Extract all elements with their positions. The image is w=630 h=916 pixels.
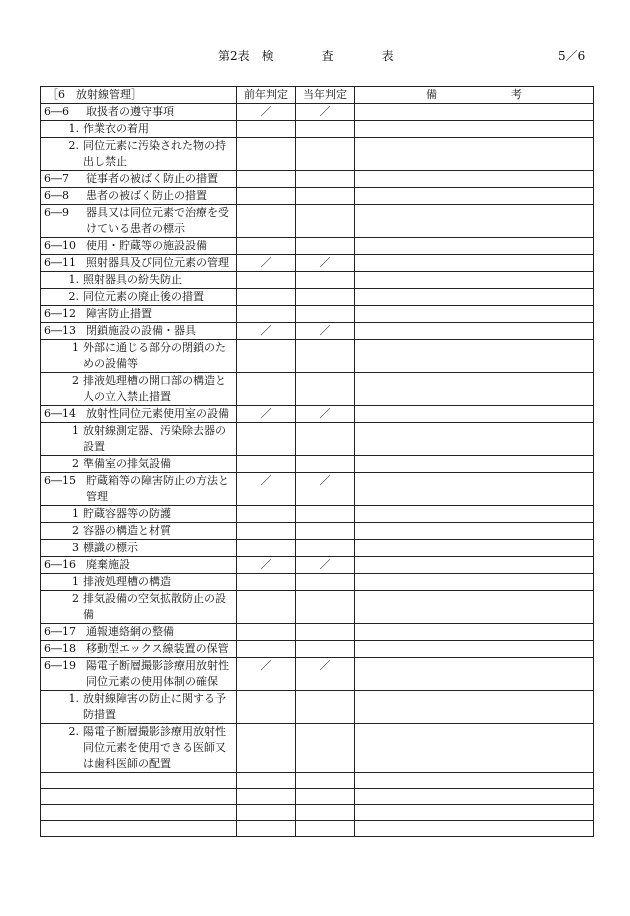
- item-cell: [41, 540, 237, 557]
- empty-cell: [41, 821, 237, 837]
- item-number: 1: [72, 507, 79, 520]
- empty-cell: [41, 789, 237, 805]
- sub-item: [41, 138, 236, 170]
- sub-item: [41, 423, 236, 455]
- remarks-cell: [355, 121, 594, 138]
- remarks-cell: [355, 591, 594, 624]
- item-text: 照射器具の紛失防止: [83, 273, 182, 286]
- item-cell: [41, 506, 237, 523]
- curr-judgment-cell: [296, 138, 355, 171]
- item-number: 1.: [68, 692, 79, 705]
- item-text: 標識の標示: [83, 541, 138, 554]
- remarks-cell: [355, 323, 594, 340]
- remarks-cell: [355, 138, 594, 171]
- main-item: [41, 205, 236, 237]
- item-text: 作業衣の着用: [83, 122, 149, 135]
- table-row: [41, 406, 594, 423]
- prev-judgment-cell: [237, 658, 296, 691]
- item-number: 6―10: [44, 239, 76, 252]
- item-number: 6―12: [44, 307, 76, 320]
- slash-mark: ／: [260, 105, 272, 118]
- curr-judgment-cell: [296, 456, 355, 473]
- remarks-cell: [355, 255, 594, 272]
- curr-judgment-cell: [296, 658, 355, 691]
- curr-judgment-label: 当年判定: [303, 88, 347, 101]
- item-cell: [41, 423, 237, 456]
- item-cell: [41, 658, 237, 691]
- curr-judgment-cell: [296, 691, 355, 724]
- slash-mark: ／: [319, 105, 331, 118]
- prev-judgment-cell: [237, 238, 296, 255]
- prev-judgment-cell: [237, 188, 296, 205]
- item-cell: [41, 340, 237, 373]
- prev-judgment-cell: [237, 691, 296, 724]
- curr-judgment-cell: [296, 306, 355, 323]
- sub-item: [41, 272, 236, 288]
- empty-row: [41, 821, 594, 837]
- table-row: [41, 323, 594, 340]
- empty-cell: [355, 805, 594, 821]
- empty-cell: [41, 773, 237, 789]
- prev-judgment-cell: [237, 255, 296, 272]
- table-row: [41, 540, 594, 557]
- table-row: [41, 506, 594, 523]
- document-title: 第2表 検 査 表: [218, 49, 394, 63]
- item-number: 6―19: [44, 659, 76, 672]
- table-row: [41, 624, 594, 641]
- prev-judgment-cell: [237, 272, 296, 289]
- prev-judgment-cell: [237, 340, 296, 373]
- item-cell: [41, 289, 237, 306]
- empty-cell: [296, 805, 355, 821]
- item-text: 排気設備の空気拡散防止の設備: [83, 592, 226, 621]
- empty-cell: [355, 821, 594, 837]
- slash-mark: ／: [260, 256, 272, 269]
- curr-judgment-cell: [296, 272, 355, 289]
- table-row: [41, 255, 594, 272]
- item-cell: [41, 691, 237, 724]
- remarks-cell: [355, 238, 594, 255]
- item-cell: [41, 373, 237, 406]
- empty-cell: [296, 821, 355, 837]
- curr-judgment-cell: [296, 724, 355, 773]
- item-text: 排液処理槽の開口部の構造と人の立入禁止措置: [83, 374, 226, 403]
- main-item: [41, 557, 236, 573]
- curr-judgment-cell: [296, 523, 355, 540]
- item-number: 1.: [68, 273, 79, 286]
- curr-judgment-header: [296, 87, 355, 104]
- table-row: [41, 238, 594, 255]
- item-text: 同位元素に汚染された物の持出し禁止: [83, 139, 226, 168]
- remarks-label-1: 備: [426, 88, 437, 101]
- prev-judgment-cell: [237, 574, 296, 591]
- item-number: 1: [72, 575, 79, 588]
- table-row: [41, 456, 594, 473]
- item-cell: [41, 724, 237, 773]
- item-text: 閉鎖施設の設備・器具: [86, 324, 196, 337]
- table-row: [41, 641, 594, 658]
- item-cell: [41, 523, 237, 540]
- curr-judgment-cell: [296, 238, 355, 255]
- table-row: [41, 272, 594, 289]
- item-text: 障害防止措置: [86, 307, 152, 320]
- remarks-cell: [355, 272, 594, 289]
- item-cell: [41, 406, 237, 423]
- curr-judgment-cell: [296, 423, 355, 456]
- remarks-cell: [355, 540, 594, 557]
- prev-judgment-cell: [237, 724, 296, 773]
- table-row: [41, 340, 594, 373]
- table-row: [41, 658, 594, 691]
- item-number: 2.: [68, 725, 79, 738]
- slash-mark: ／: [260, 659, 272, 672]
- item-number: 6―16: [44, 558, 76, 571]
- item-text: 容器の構造と材質: [83, 524, 171, 537]
- item-number: 6―18: [44, 642, 76, 655]
- slash-mark: ／: [260, 474, 272, 487]
- item-cell: [41, 171, 237, 188]
- prev-judgment-cell: [237, 540, 296, 557]
- sub-item: [41, 121, 236, 137]
- table-row: [41, 306, 594, 323]
- empty-cell: [355, 789, 594, 805]
- remarks-cell: [355, 423, 594, 456]
- remarks-cell: [355, 373, 594, 406]
- empty-cell: [296, 789, 355, 805]
- item-number: 6―14: [44, 407, 76, 420]
- item-cell: [41, 641, 237, 658]
- item-number: 3: [72, 541, 79, 554]
- curr-judgment-cell: [296, 406, 355, 423]
- section-label: ［6 放射線管理］: [47, 88, 142, 101]
- item-text: 取扱者の遵守事項: [86, 105, 174, 118]
- remarks-cell: [355, 289, 594, 306]
- item-cell: [41, 574, 237, 591]
- item-text: 放射線障害の防止に関する予防措置: [83, 692, 226, 721]
- curr-judgment-cell: [296, 104, 355, 121]
- item-number: 6―17: [44, 625, 76, 638]
- prev-judgment-cell: [237, 373, 296, 406]
- curr-judgment-cell: [296, 323, 355, 340]
- item-text: 準備室の排気設備: [83, 457, 171, 470]
- prev-judgment-header: [237, 87, 296, 104]
- table-row: [41, 557, 594, 574]
- prev-judgment-cell: [237, 473, 296, 506]
- prev-judgment-cell: [237, 138, 296, 171]
- item-text: 放射性同位元素使用室の設備: [86, 407, 229, 420]
- curr-judgment-cell: [296, 641, 355, 658]
- empty-cell: [237, 821, 296, 837]
- item-cell: [41, 306, 237, 323]
- item-text: 陽電子断層撮影診療用放射性同位元素の使用体制の確保: [86, 659, 229, 688]
- slash-mark: ／: [260, 407, 272, 420]
- curr-judgment-cell: [296, 591, 355, 624]
- item-cell: [41, 456, 237, 473]
- main-item: [41, 658, 236, 690]
- table-row: [41, 373, 594, 406]
- prev-judgment-cell: [237, 523, 296, 540]
- item-text: 照射器具及び同位元素の管理: [86, 256, 229, 269]
- item-number: 6―6: [44, 105, 69, 118]
- item-text: 同位元素の廃止後の措置: [83, 290, 204, 303]
- table-row: [41, 724, 594, 773]
- table-row: [41, 591, 594, 624]
- prev-judgment-cell: [237, 557, 296, 574]
- item-cell: [41, 557, 237, 574]
- sub-item: [41, 373, 236, 405]
- prev-judgment-cell: [237, 624, 296, 641]
- remarks-cell: [355, 506, 594, 523]
- prev-judgment-cell: [237, 506, 296, 523]
- table-row: [41, 171, 594, 188]
- curr-judgment-cell: [296, 540, 355, 557]
- sub-item: [41, 540, 236, 556]
- slash-mark: ／: [319, 558, 331, 571]
- item-number: 6―7: [44, 172, 69, 185]
- main-item: [41, 306, 236, 322]
- slash-mark: ／: [319, 474, 331, 487]
- table-row: [41, 691, 594, 724]
- table-header-row: [41, 87, 594, 104]
- item-text: 貯蔵箱等の障害防止の方法と管理: [86, 474, 229, 503]
- table-row: [41, 289, 594, 306]
- curr-judgment-cell: [296, 188, 355, 205]
- item-number: 2: [72, 524, 79, 537]
- item-cell: [41, 138, 237, 171]
- main-item: [41, 255, 236, 271]
- main-item: [41, 323, 236, 339]
- prev-judgment-cell: [237, 406, 296, 423]
- empty-cell: [296, 773, 355, 789]
- remarks-cell: [355, 523, 594, 540]
- prev-judgment-cell: [237, 306, 296, 323]
- curr-judgment-cell: [296, 506, 355, 523]
- item-number: 2: [72, 374, 79, 387]
- prev-judgment-cell: [237, 171, 296, 188]
- page-number: 5／6: [558, 49, 586, 63]
- table-row: [41, 423, 594, 456]
- prev-judgment-cell: [237, 205, 296, 238]
- sub-item: [41, 340, 236, 372]
- curr-judgment-cell: [296, 121, 355, 138]
- curr-judgment-cell: [296, 289, 355, 306]
- remarks-cell: [355, 340, 594, 373]
- item-number: 2.: [68, 139, 79, 152]
- item-number: 1.: [68, 122, 79, 135]
- item-number: 6―11: [44, 256, 76, 269]
- item-cell: [41, 121, 237, 138]
- remarks-cell: [355, 456, 594, 473]
- curr-judgment-cell: [296, 473, 355, 506]
- empty-row: [41, 805, 594, 821]
- slash-mark: ／: [319, 324, 331, 337]
- sub-item: [41, 506, 236, 522]
- curr-judgment-cell: [296, 340, 355, 373]
- item-text: 器具又は同位元素で治療を受けている患者の標示: [86, 206, 229, 235]
- item-cell: [41, 624, 237, 641]
- item-cell: [41, 323, 237, 340]
- curr-judgment-cell: [296, 255, 355, 272]
- remarks-cell: [355, 724, 594, 773]
- prev-judgment-cell: [237, 591, 296, 624]
- empty-row: [41, 773, 594, 789]
- item-cell: [41, 591, 237, 624]
- remarks-cell: [355, 306, 594, 323]
- table-row: [41, 104, 594, 121]
- table-row: [41, 138, 594, 171]
- remarks-label-2: 考: [511, 88, 522, 101]
- item-cell: [41, 255, 237, 272]
- item-number: 6―15: [44, 474, 76, 487]
- item-cell: [41, 473, 237, 506]
- curr-judgment-cell: [296, 373, 355, 406]
- item-number: 6―9: [44, 206, 69, 219]
- item-number: 2: [72, 457, 79, 470]
- item-cell: [41, 238, 237, 255]
- slash-mark: ／: [260, 324, 272, 337]
- table-row: [41, 523, 594, 540]
- sub-item: [41, 289, 236, 305]
- section-label-cell: [41, 87, 237, 104]
- slash-mark: ／: [260, 558, 272, 571]
- item-text: 放射線測定器、汚染除去器の設置: [83, 424, 226, 453]
- empty-cell: [237, 773, 296, 789]
- remarks-cell: [355, 171, 594, 188]
- sub-item: [41, 523, 236, 539]
- item-text: 移動型エックス線装置の保管: [86, 642, 229, 655]
- slash-mark: ／: [319, 659, 331, 672]
- item-text: 排液処理槽の構造: [83, 575, 171, 588]
- slash-mark: ／: [319, 407, 331, 420]
- table-row: [41, 121, 594, 138]
- item-text: 廃棄施設: [86, 558, 130, 571]
- sub-item: [41, 456, 236, 472]
- empty-cell: [355, 773, 594, 789]
- item-text: 患者の被ばく防止の措置: [86, 189, 207, 202]
- table-row: [41, 574, 594, 591]
- remarks-cell: [355, 641, 594, 658]
- remarks-cell: [355, 473, 594, 506]
- sub-item: [41, 574, 236, 590]
- main-item: [41, 406, 236, 422]
- curr-judgment-cell: [296, 557, 355, 574]
- item-number: 2.: [68, 290, 79, 303]
- empty-cell: [237, 805, 296, 821]
- slash-mark: ／: [319, 256, 331, 269]
- remarks-cell: [355, 574, 594, 591]
- sub-item: [41, 691, 236, 723]
- prev-judgment-label: 前年判定: [244, 88, 288, 101]
- remarks-cell: [355, 205, 594, 238]
- prev-judgment-cell: [237, 289, 296, 306]
- sub-item: [41, 591, 236, 623]
- curr-judgment-cell: [296, 205, 355, 238]
- remarks-cell: [355, 691, 594, 724]
- main-item: [41, 624, 236, 640]
- prev-judgment-cell: [237, 104, 296, 121]
- item-cell: [41, 188, 237, 205]
- remarks-header: [355, 87, 594, 104]
- sub-item: [41, 724, 236, 772]
- prev-judgment-cell: [237, 641, 296, 658]
- main-item: [41, 104, 236, 120]
- empty-row: [41, 789, 594, 805]
- remarks-cell: [355, 188, 594, 205]
- item-cell: [41, 104, 237, 121]
- main-item: [41, 238, 236, 254]
- table-row: [41, 188, 594, 205]
- remarks-cell: [355, 406, 594, 423]
- remarks-cell: [355, 624, 594, 641]
- item-number: 2: [72, 592, 79, 605]
- curr-judgment-cell: [296, 624, 355, 641]
- table-row: [41, 205, 594, 238]
- empty-cell: [237, 789, 296, 805]
- main-item: [41, 473, 236, 505]
- remarks-cell: [355, 557, 594, 574]
- prev-judgment-cell: [237, 323, 296, 340]
- item-cell: [41, 205, 237, 238]
- item-text: 従事者の被ばく防止の措置: [86, 172, 218, 185]
- prev-judgment-cell: [237, 121, 296, 138]
- item-number: 1: [72, 341, 79, 354]
- item-text: 陽電子断層撮影診療用放射性同位元素を使用できる医師又は歯科医師の配置: [83, 725, 226, 770]
- item-number: 1: [72, 424, 79, 437]
- item-text: 使用・貯蔵等の施設設備: [86, 239, 207, 252]
- main-item: [41, 171, 236, 187]
- main-item: [41, 641, 236, 657]
- main-item: [41, 188, 236, 204]
- prev-judgment-cell: [237, 456, 296, 473]
- table-row: [41, 473, 594, 506]
- remarks-cell: [355, 104, 594, 121]
- item-cell: [41, 272, 237, 289]
- prev-judgment-cell: [237, 423, 296, 456]
- item-text: 貯蔵容器等の防護: [83, 507, 171, 520]
- remarks-cell: [355, 658, 594, 691]
- inspection-table: [40, 86, 594, 837]
- curr-judgment-cell: [296, 171, 355, 188]
- item-text: 通報連絡網の整備: [86, 625, 174, 638]
- item-number: 6―13: [44, 324, 76, 337]
- curr-judgment-cell: [296, 574, 355, 591]
- item-text: 外部に通じる部分の閉鎖のための設備等: [83, 341, 226, 370]
- item-number: 6―8: [44, 189, 69, 202]
- empty-cell: [41, 805, 237, 821]
